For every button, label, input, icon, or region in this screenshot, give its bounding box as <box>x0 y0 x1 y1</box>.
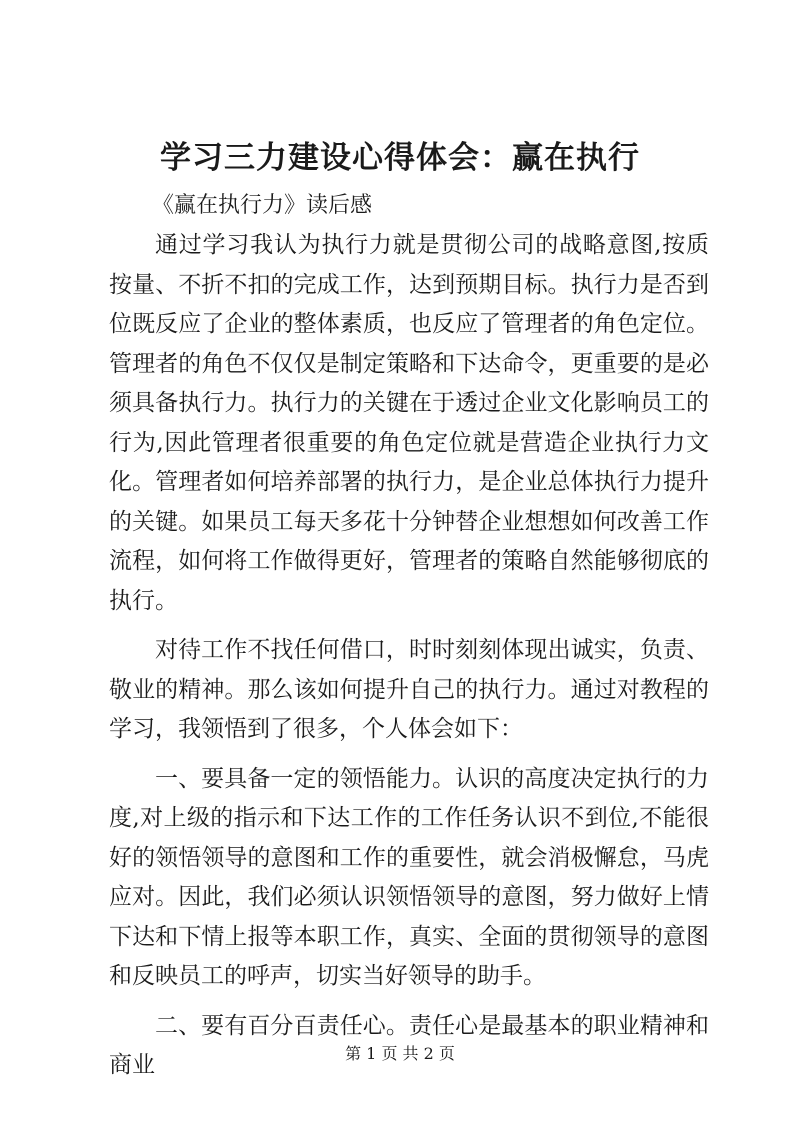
paragraph-4: 二、要有百分百责任心。责任心是最基本的职业精神和商业 <box>109 1012 709 1078</box>
page-subtitle: 《赢在执行力》读后感 <box>152 193 373 218</box>
paragraph-2: 对待工作不找任何借口，时时刻刻体现出诚实，负责、敬业的精神。那么该如何提升自己的执行力。通过对教程的学习，我领悟到了很多，个人体会如下： <box>109 637 709 742</box>
paragraph-3: 一、要具备一定的领悟能力。认识的高度决定执行的力度,对上级的指示和下达工作的工作任务认识不到位,不能很好的领悟领导的意图和工作的重要性，就会消极懈怠，马虎应对。因此，我们必须认识领悟领导的意图，努力做好上情下达和下情上报等本职工作，真实、全面的贯彻领导的意图和反映员工的呼声，切实当好领导的助手。 <box>109 765 709 989</box>
paragraph-1: 通过学习我认为执行力就是贯彻公司的战略意图,按质按量、不折不扣的完成工作，达到预期目标。执行力是否到位既反应了企业的整体素质，也反应了管理者的角色定位。管理者的角色不仅仅是制定策略和下达命令，更重要的是必须具备执行力。执行力的关键在于透过企业文化影响员工的行为,因此管理者很重要的角色定位就是营造企业执行力文化。管理者如何培养部署的执行力，是企业总体执行力提升的关键。如果员工每天多花十分钟替企业想想如何改善工作流程，如何将工作做得更好，管理者的策略自然能够彻底的执行。 <box>109 232 709 614</box>
page-title: 学习三力建设心得体会：赢在执行 <box>160 140 640 176</box>
page-number-footer: 第 1 页 共 2 页 <box>345 1044 455 1063</box>
document-body <box>109 226 709 1096</box>
